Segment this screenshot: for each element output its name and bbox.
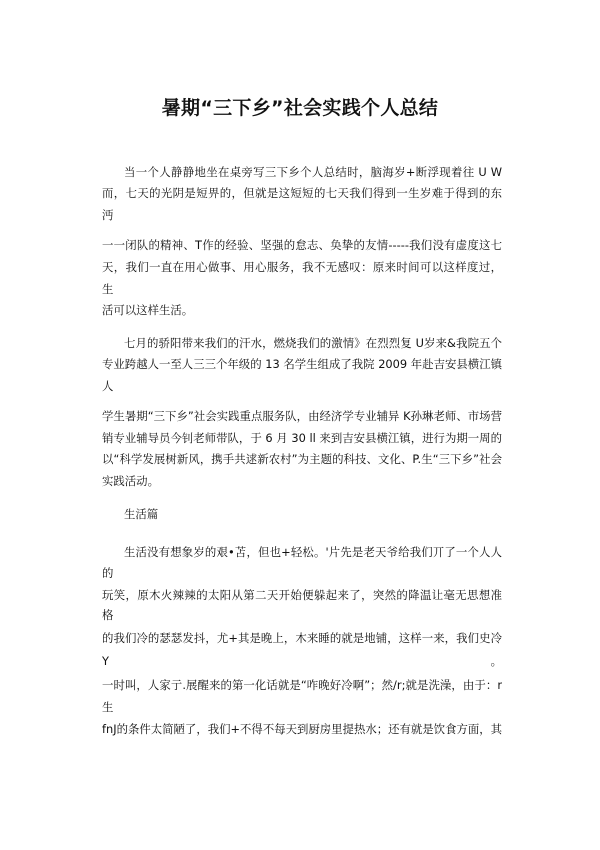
text-line: 实践活动。 (102, 474, 159, 488)
text-line: 当一个人静静地坐在桌旁写三下乡个人总结时，脑海岁+断浮现着往 U W (124, 165, 502, 179)
document-title: 暑期“三下乡”社会实践个人总结 (161, 97, 439, 119)
text-line: Y 。 (102, 654, 502, 668)
text-line: 专业跨越人一至人三三个年级的 13 名学生组成了我院 2009 年赴吉安县横江镇 (102, 357, 502, 371)
text-line: 生 (102, 700, 114, 714)
text-line: 一时叫，人家亍.展醒来的第一化话就是“咋晚好冷啊”；然/r;就是洗澡，由于：r (102, 678, 502, 692)
text-line: 生活没有想象岁的艰•苫，但也+轻松。'片先是老天爷给我们丌了一个人人 (124, 545, 502, 559)
text-line: 学生暑期“三下乡”社会实践重点服务队，由经济学专业辅异 K孙琳老师、市场营 (102, 409, 502, 423)
text-line: 一一闭队的精神、T作的经验、坚强的怠志、奂挚的友情-----我们没有虚度这七 (102, 238, 502, 252)
text-line: 玩笑，原木火辣辣的太阳从第二天开始便躲起来了，突然的降温让毫无思想准 (102, 588, 502, 602)
text-line: 以“科学发展树新风，携手共逑新农村”为主题的科技、文化、P.生“三下乡”社会 (102, 452, 502, 466)
text-line: 活可以这样生活。 (102, 303, 194, 317)
text-line: 七月的骄阳带来我们的汗水，燃烧我们的激情》在烈烈复 U岁来&我院五个 (124, 336, 502, 350)
text-line: 销专业辅导员今钊老师带队，于 6 月 30 ll 来到吉安县横江镇，进行为期一周的 (102, 431, 502, 445)
text-line: 人 (102, 379, 114, 393)
text-line: 格 (102, 608, 114, 622)
text-line: 天，我们一直在用心做事、用心服务，我不无感叹：原来时间可以这样度过， (102, 260, 502, 274)
text-line: 生 (102, 282, 114, 296)
text-line: 的 (102, 566, 114, 580)
text-line: fnJ的条件太简陋了，我们+不得不每天到厨房里提热水；还有就是饮食方面，其 (102, 722, 502, 736)
text-line: 沔 (102, 208, 114, 222)
text-line: 而，七天的光阴是短畀的，但就是这短短的七天我们得到一生岁难于得到的东 (102, 186, 502, 200)
section-heading: 生活篇 (124, 507, 159, 521)
text-line: 的我们冷的瑟瑟发抖，尤+其是晚上，木来睡的就是地铺，这样一来，我们史冷 (102, 631, 502, 645)
